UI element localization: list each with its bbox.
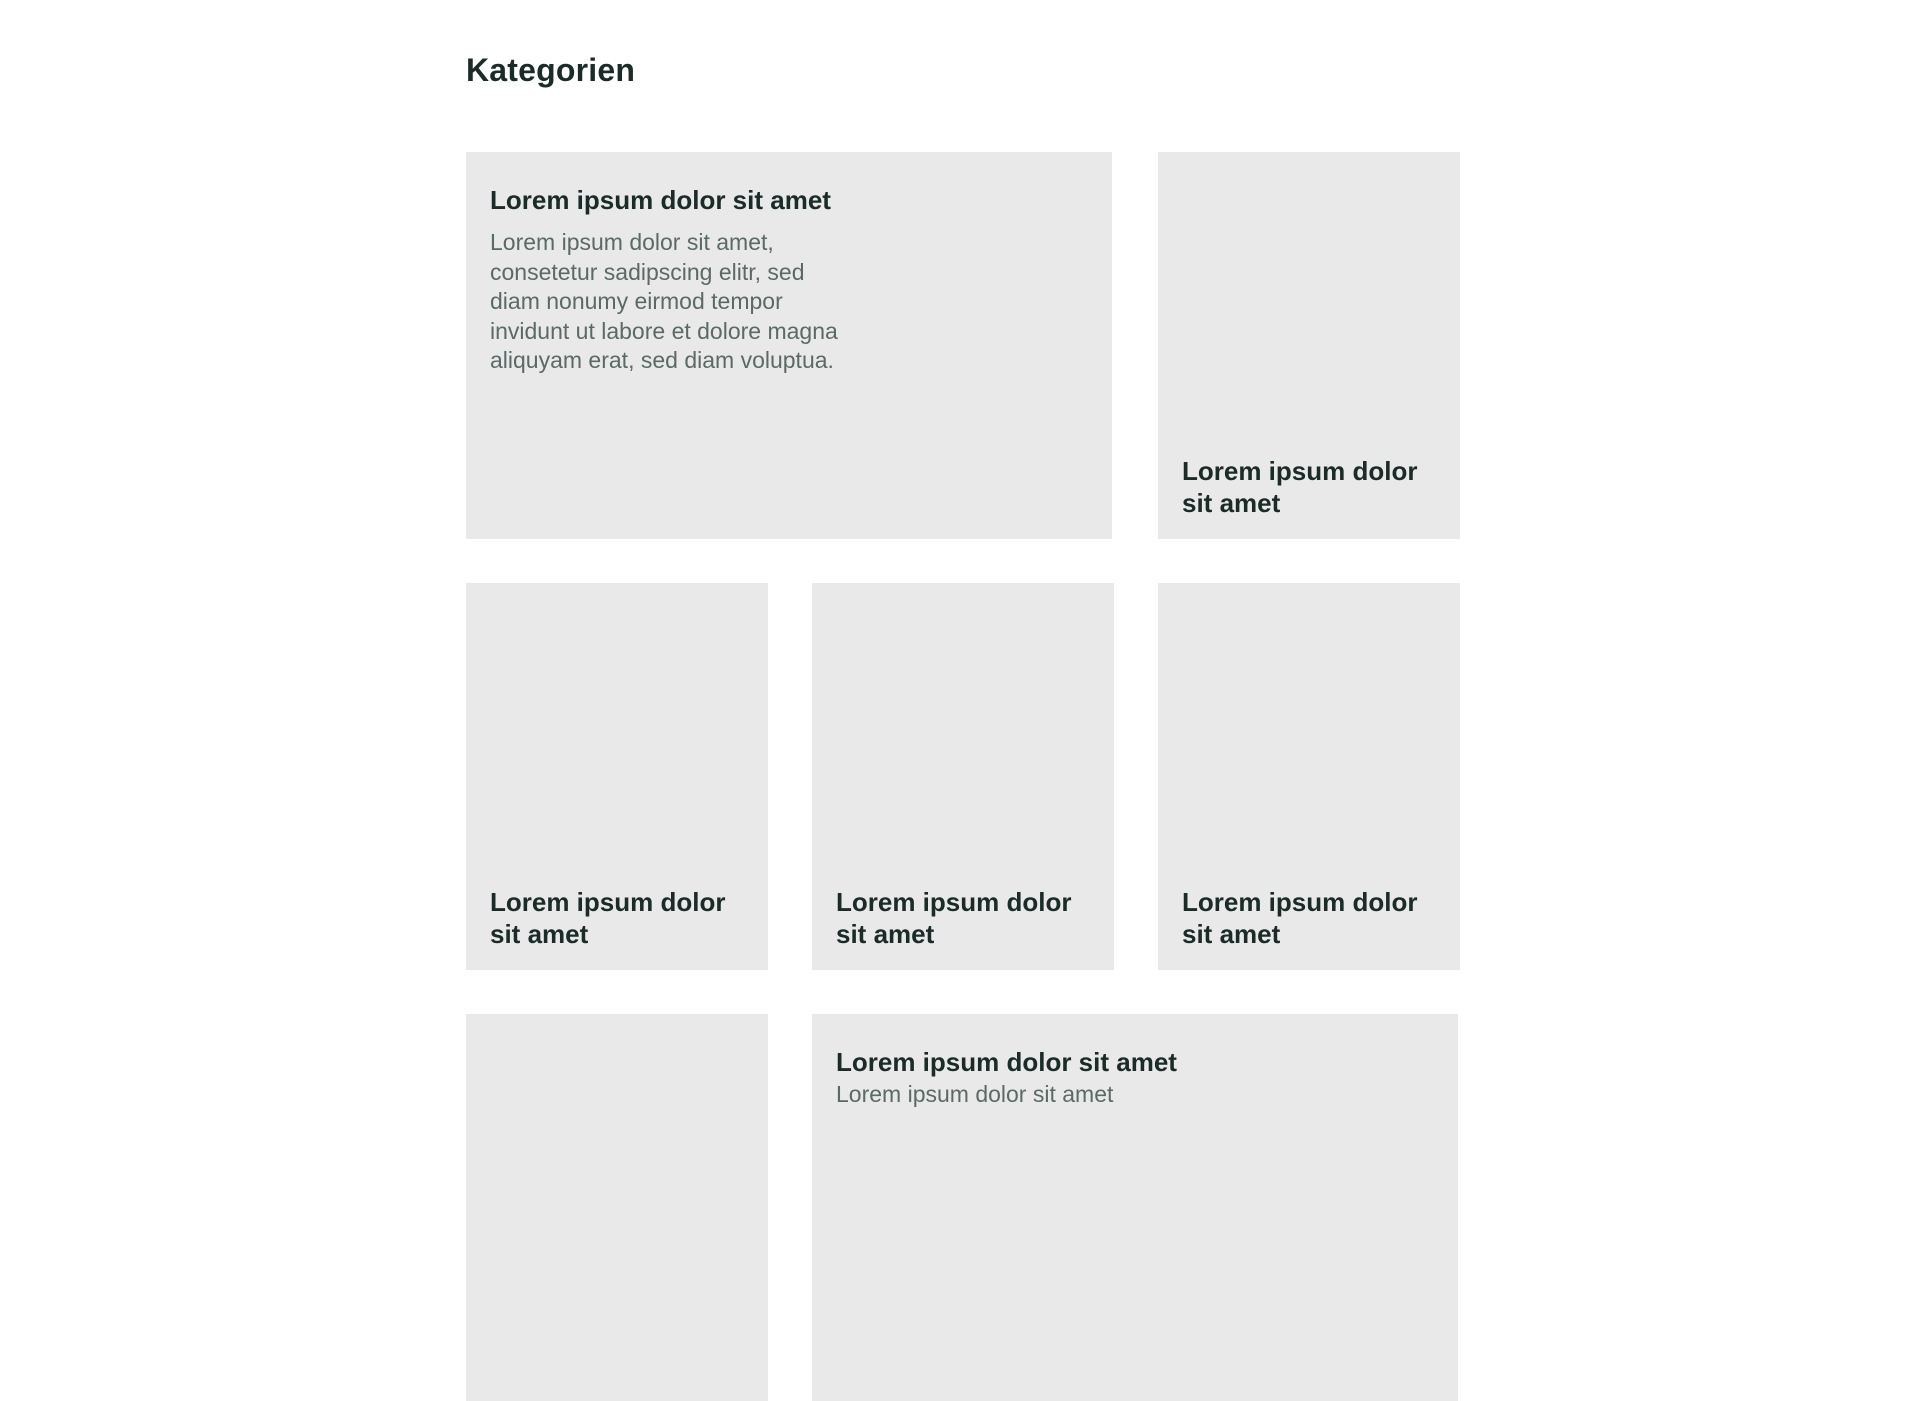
category-card-featured[interactable] xyxy=(812,1014,1458,1401)
category-card-featured[interactable] xyxy=(466,152,1112,539)
category-card-title: Lorem ipsum dolor sit amet xyxy=(490,887,726,949)
category-card[interactable] xyxy=(466,583,768,970)
category-card-title: Lorem ipsum dolor sit amet xyxy=(1182,456,1418,518)
category-card-title: Lorem ipsum dolor sit amet xyxy=(836,1047,1177,1077)
category-card[interactable] xyxy=(1158,152,1460,539)
category-card-description: Lorem ipsum dolor sit amet xyxy=(836,1081,1114,1107)
category-card[interactable] xyxy=(1158,583,1460,970)
category-card-title: Lorem ipsum dolor sit amet xyxy=(490,185,831,215)
category-card[interactable] xyxy=(466,1014,768,1401)
category-card-description: Lorem ipsum dolor sit amet, consetetur sadipscing elitr, sed diam nonumy eirmod tempor invidunt ut labore et dolore magna aliquyam erat, sed diam voluptua. xyxy=(490,229,838,374)
category-card-title: Lorem ipsum dolor sit amet xyxy=(836,887,1072,949)
section-title: Kategorien xyxy=(466,52,636,88)
category-card-title: Lorem ipsum dolor sit amet xyxy=(1182,887,1418,949)
category-card[interactable] xyxy=(812,583,1114,970)
